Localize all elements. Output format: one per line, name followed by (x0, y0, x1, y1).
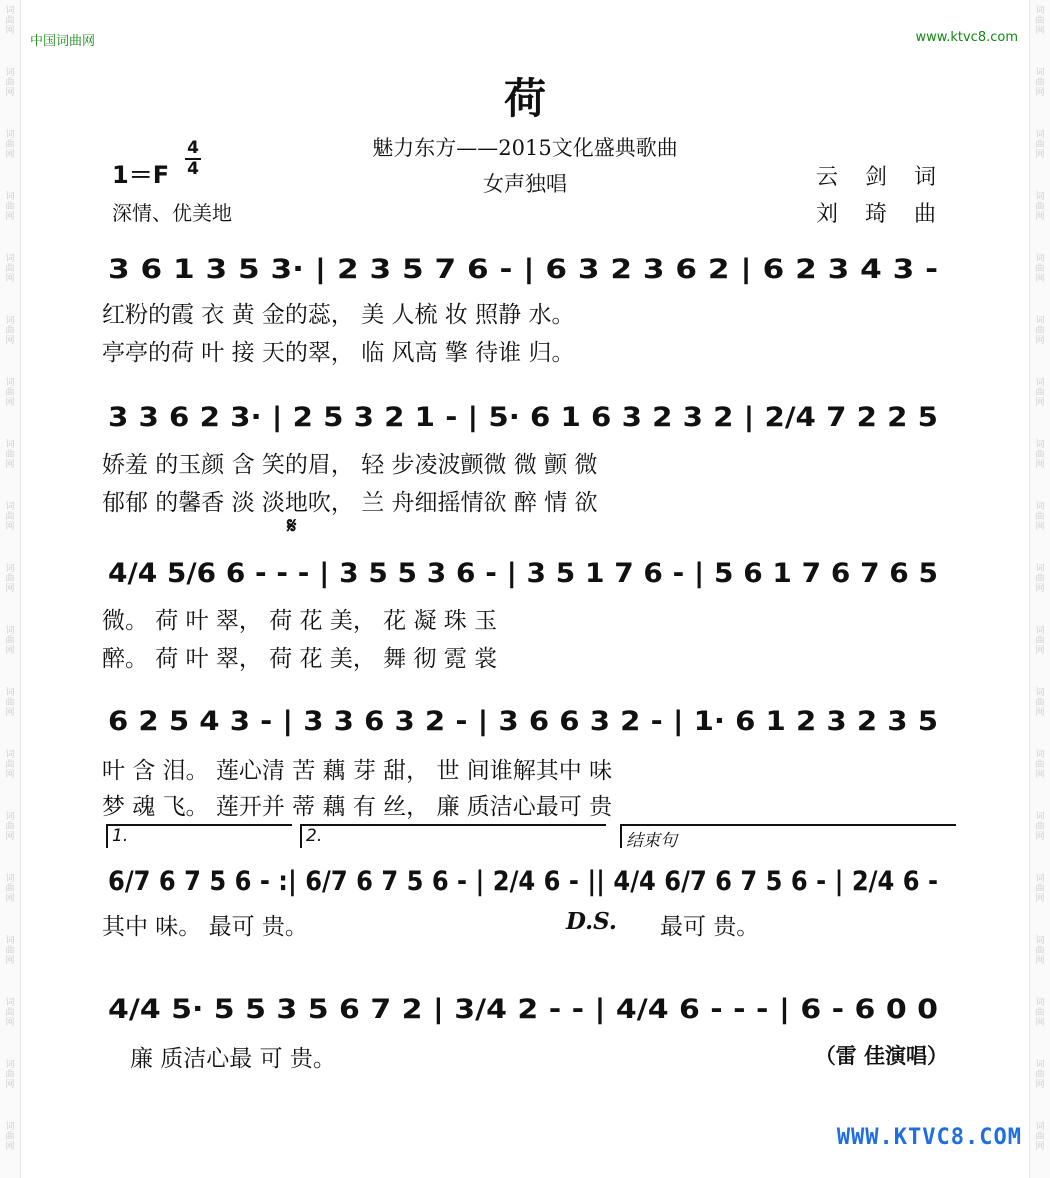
time-signature-top: 4 (187, 138, 199, 158)
lyric-verse-2-row-3: 醉。 荷 叶 翠， 荷 花 美， 舞 彻 霓 裳 (102, 646, 498, 672)
watermark-mark: 词 曲 网 (5, 688, 15, 718)
watermark-mark: 词 曲 网 (5, 254, 15, 284)
watermark-mark: 词 曲 网 (5, 1060, 15, 1090)
site-url-right[interactable]: www.ktvc8.com (915, 30, 1018, 45)
watermark-mark: 词 曲 网 (5, 502, 15, 532)
watermark-mark: 词 曲 网 (1035, 750, 1045, 780)
lyric-row-6: 廉 质洁心最 可 贵。 (130, 1046, 336, 1072)
watermark-mark: 词 曲 网 (1035, 998, 1045, 1028)
watermark-mark: 词 曲 网 (1035, 936, 1045, 966)
staff-row-1 (108, 248, 952, 288)
watermark-mark: 词 曲 网 (1035, 1122, 1045, 1152)
performer-credit: （雷 佳演唱） (814, 1044, 948, 1068)
lyric-row-5-part-2: 最可 贵。 (660, 914, 760, 940)
watermark-mark: 词 曲 网 (5, 1122, 15, 1152)
site-logo[interactable]: WWW.KTVC8.COM (836, 1125, 1022, 1150)
lyric-verse-2-row-1: 亭亭的荷 叶 接 天的翠， 临 风高 擎 待谁 归。 (102, 340, 575, 366)
song-title: 荷 (503, 74, 546, 123)
watermark-mark: 词 曲 网 (1035, 688, 1045, 718)
watermark-mark: 词 曲 网 (1035, 254, 1045, 284)
watermark-mark: 词 曲 网 (5, 316, 15, 346)
watermark-mark: 词 曲 网 (5, 874, 15, 904)
watermark-mark: 词 曲 网 (1035, 68, 1045, 98)
watermark-mark: 词 曲 网 (1035, 1060, 1045, 1090)
volta-first-ending: 1. (106, 824, 292, 848)
watermark-mark: 词 曲 网 (1035, 440, 1045, 470)
segno-sign: 𝄋 (287, 514, 297, 539)
lyric-verse-2-row-4: 梦 魂 飞。 莲开并 蒂 藕 有 丝， 廉 质洁心最可 贵 (102, 794, 613, 820)
time-signature (185, 140, 201, 178)
jianpu-notes-row-4 (108, 700, 952, 740)
time-signature-bottom: 4 (187, 159, 199, 179)
song-subtitle: 魅力东方——2015文化盛典歌曲 (372, 136, 678, 160)
composer-credit: 刘 琦 曲 (816, 202, 946, 227)
staff-row-2 (108, 396, 952, 436)
watermark-mark: 词 曲 网 (5, 564, 15, 594)
watermark-mark: 词 曲 网 (1035, 192, 1045, 222)
jianpu-notes-row-6 (108, 988, 952, 1028)
watermark-mark: 词 曲 网 (5, 378, 15, 408)
watermark-mark: 词 曲 网 (1035, 564, 1045, 594)
volta-second-ending: 2. (300, 824, 606, 848)
staff-row-5 (108, 860, 952, 900)
lyricist-credit: 云 剑 词 (816, 165, 946, 190)
watermark-mark: 词 曲 网 (5, 192, 15, 222)
watermark-mark: 词 曲 网 (5, 626, 15, 656)
watermark-mark: 词 曲 网 (5, 936, 15, 966)
watermark-mark: 词 曲 网 (1035, 812, 1045, 842)
watermark-mark: 词 曲 网 (5, 130, 15, 160)
watermark-mark: 词 曲 网 (5, 68, 15, 98)
watermark-mark: 词 曲 网 (5, 998, 15, 1028)
jianpu-notes-row-2 (108, 396, 952, 436)
staff-row-6 (108, 988, 952, 1028)
watermark-mark: 词 曲 网 (5, 812, 15, 842)
notes-text: 3 3 6 2 3· | 2 5 3 2 1 - | 5· 6 1 6 3 2 3 2 | 2/4 7 2 2 5 (108, 402, 938, 433)
key-signature: 1＝F (112, 161, 170, 189)
watermark-mark: 词 曲 网 (5, 440, 15, 470)
watermark-mark: 词 曲 网 (5, 750, 15, 780)
watermark-mark: 词 曲 网 (1035, 378, 1045, 408)
lyric-verse-1-row-1: 红粉的霞 衣 黄 金的蕊， 美 人梳 妆 照静 水。 (102, 302, 575, 328)
notes-text: 3 6 1 3 5 3· | 2 3 5 7 6 - | 6 3 2 3 6 2 | 6 2 3 4 3 - (108, 254, 939, 285)
lyric-verse-1-row-4: 叶 含 泪。 莲心清 苦 藕 芽 甜， 世 间谁解其中 味 (102, 758, 613, 784)
watermark-mark: 词 曲 网 (1035, 874, 1045, 904)
notes-text: 6/7 6 7 5 6 - :| 6/7 6 7 5 6 - | 2/4 6 - || 4/4 6/7 6 7 5 6 - | 2/4 6 - (108, 866, 938, 897)
watermark-mark: 词 曲 网 (1035, 130, 1045, 160)
expression-mark: 深情、优美地 (112, 201, 232, 225)
jianpu-notes-row-1 (108, 248, 952, 288)
notes-text: 4/4 5· 5 5 3 5 6 7 2 | 3/4 2 - - | 4/4 6 - - - | 6 - 6 0 0 (108, 994, 938, 1025)
jianpu-notes-row-3 (108, 552, 952, 592)
watermark-mark: 词 曲 网 (1035, 502, 1045, 532)
staff-row-4 (108, 700, 952, 740)
notes-text: 6 2 5 4 3 - | 3 3 6 3 2 - | 3 6 6 3 2 - | 1· 6 1 2 3 2 3 5 (108, 706, 939, 737)
staff-row-3 (108, 552, 952, 592)
ending-phrase-label: 结束句 (620, 824, 956, 848)
watermark-mark: 词 曲 网 (1035, 6, 1045, 36)
watermark-mark: 词 曲 网 (5, 6, 15, 36)
lyric-row-5-part-1: 其中 味。 最可 贵。 (102, 914, 308, 940)
notes-text: 4/4 5/6 6 - - - | 3 5 5 3 6 - | 3 5 1 7 6 - | 5 6 1 7 6 7 6 5 (108, 558, 938, 589)
lyric-verse-1-row-3: 微。 荷 叶 翠， 荷 花 美， 花 凝 珠 玉 (102, 608, 498, 634)
watermark-mark: 词 曲 网 (1035, 626, 1045, 656)
jianpu-notes-row-5 (108, 860, 952, 900)
lyric-verse-2-row-2: 郁郁 的馨香 淡 淡地吹， 兰 舟细摇情欲 醉 情 欲 (102, 490, 598, 516)
site-name-left[interactable]: 中国词曲网 (30, 34, 96, 49)
watermark-mark: 词 曲 网 (1035, 316, 1045, 346)
dal-segno-mark: D.S. (566, 908, 617, 935)
voice-type: 女声独唱 (483, 172, 567, 196)
lyric-verse-1-row-2: 娇羞 的玉颜 含 笑的眉， 轻 步凌波颤微 微 颤 微 (102, 452, 598, 478)
